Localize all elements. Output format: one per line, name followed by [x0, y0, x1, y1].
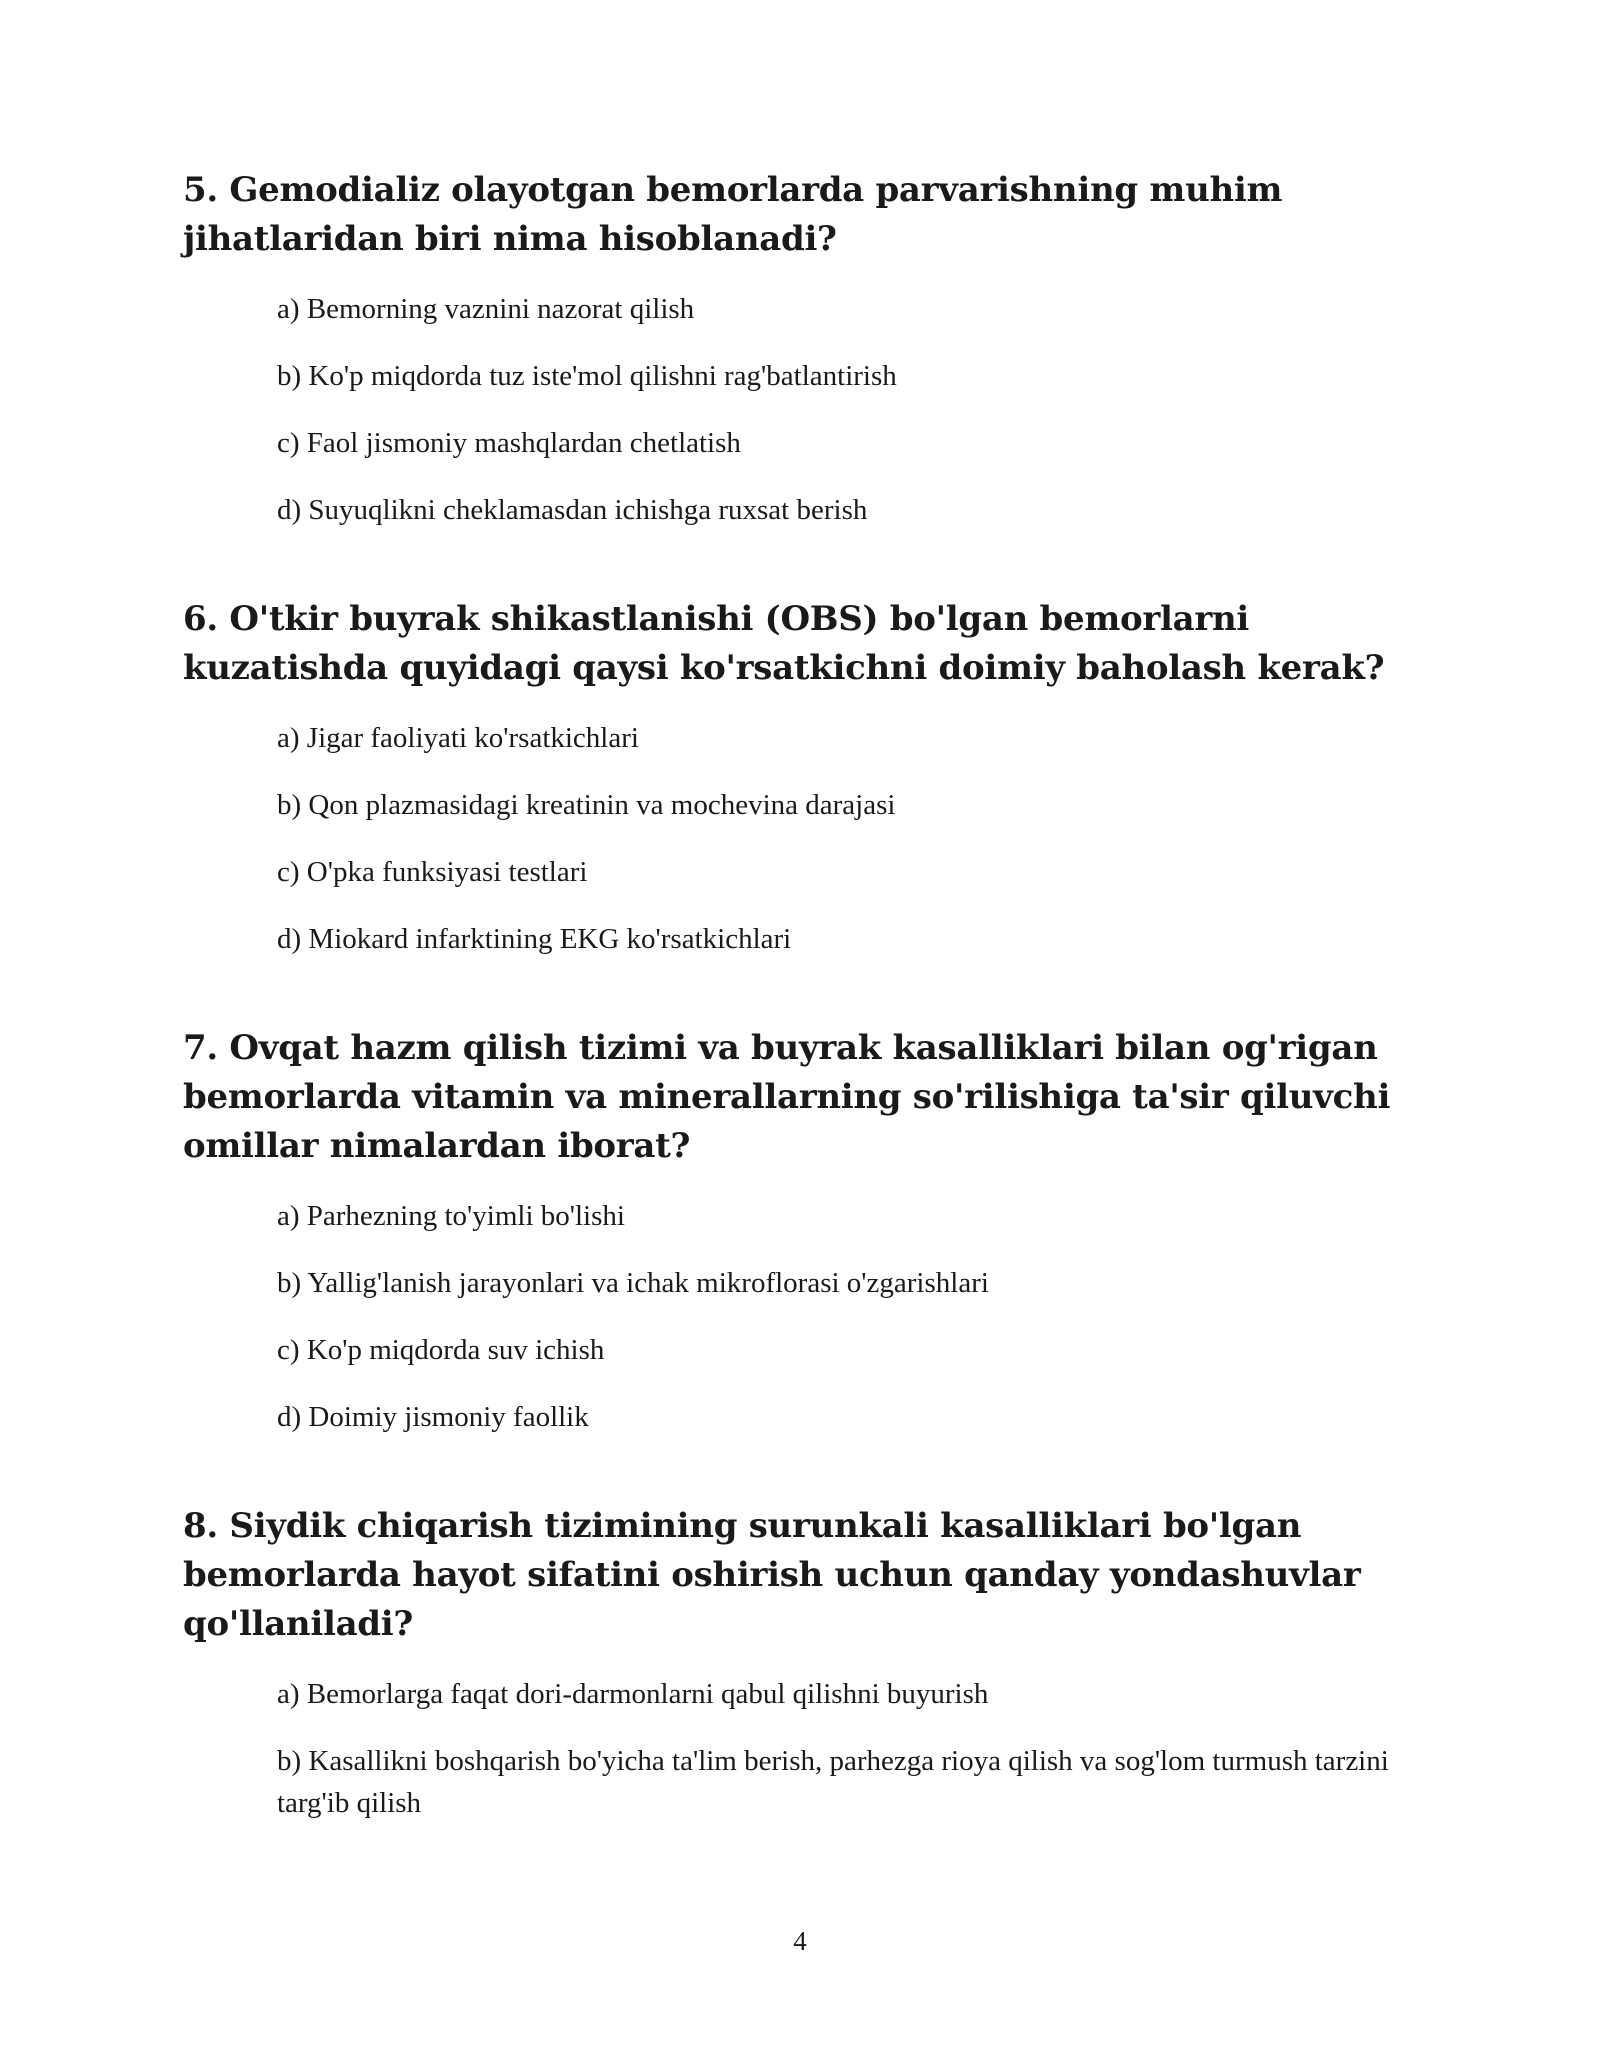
answer-option-c: c) O'pka funksiyasi testlari — [277, 856, 588, 888]
answer-option-b: b) Qon plazmasidagi kreatinin va mochevina darajasi — [277, 789, 896, 821]
question-8 — [183, 1502, 1443, 1824]
answer-option-a: a) Jigar faoliyati ko'rsatkichlari — [277, 722, 639, 754]
answer-option-a: a) Bemorning vaznini nazorat qilish — [277, 293, 695, 325]
answer-options — [183, 1195, 1443, 1438]
answer-option-b: b) Yallig'lanish jarayonlari va ichak mikroflorasi o'zgarishlari — [277, 1267, 989, 1299]
answer-options — [183, 1673, 1443, 1824]
answer-option-b: b) Ko'p miqdorda tuz iste'mol qilishni rag'batlantirish — [277, 360, 897, 392]
question-title: 8. Siydik chiqarish tizimining surunkali kasalliklari bo'lgan bemorlarda hayot sifatini oshirish uchun qanday yondashuvlar qo'llaniladi? — [183, 1506, 1361, 1644]
answer-option-d: d) Miokard infarktining EKG ko'rsatkichlari — [277, 923, 792, 955]
question-title: 6. O'tkir buyrak shikastlanishi (OBS) bo'lgan bemorlarni kuzatishda quyidagi qaysi ko'rsatkichni doimiy baholash kerak? — [183, 599, 1385, 688]
question-title: 5. Gemodializ olayotgan bemorlarda parvarishning muhim jihatlaridan biri nima hisoblanadi? — [183, 170, 1283, 259]
answer-option-c: c) Faol jismoniy mashqlardan chetlatish — [277, 427, 741, 459]
question-5 — [183, 166, 1443, 531]
question-title: 7. Ovqat hazm qilish tizimi va buyrak kasalliklari bilan og'rigan bemorlarda vitamin va minerallarning so'rilishiga ta'sir qiluvchi omillar nimalardan iborat? — [183, 1028, 1391, 1166]
answer-option-d: d) Doimiy jismoniy faollik — [277, 1401, 589, 1433]
answer-option-a: a) Parhezning to'yimli bo'lishi — [277, 1200, 625, 1232]
answer-option-c: c) Ko'p miqdorda suv ichish — [277, 1334, 605, 1366]
question-7 — [183, 1024, 1443, 1438]
page-number: 4 — [793, 1926, 807, 1956]
answer-options — [183, 717, 1443, 960]
questions-list — [183, 166, 1443, 1888]
answer-option-a: a) Bemorlarga faqat dori-darmonlarni qabul qilishni buyurish — [277, 1678, 989, 1710]
answer-options — [183, 288, 1443, 531]
answer-option-d: d) Suyuqlikni cheklamasdan ichishga ruxsat berish — [277, 494, 868, 526]
question-6 — [183, 595, 1443, 960]
answer-option-b: b) Kasallikni boshqarish bo'yicha ta'lim berish, parhezga rioya qilish va sog'lom turmush tarzini targ'ib qilish — [277, 1745, 1389, 1819]
